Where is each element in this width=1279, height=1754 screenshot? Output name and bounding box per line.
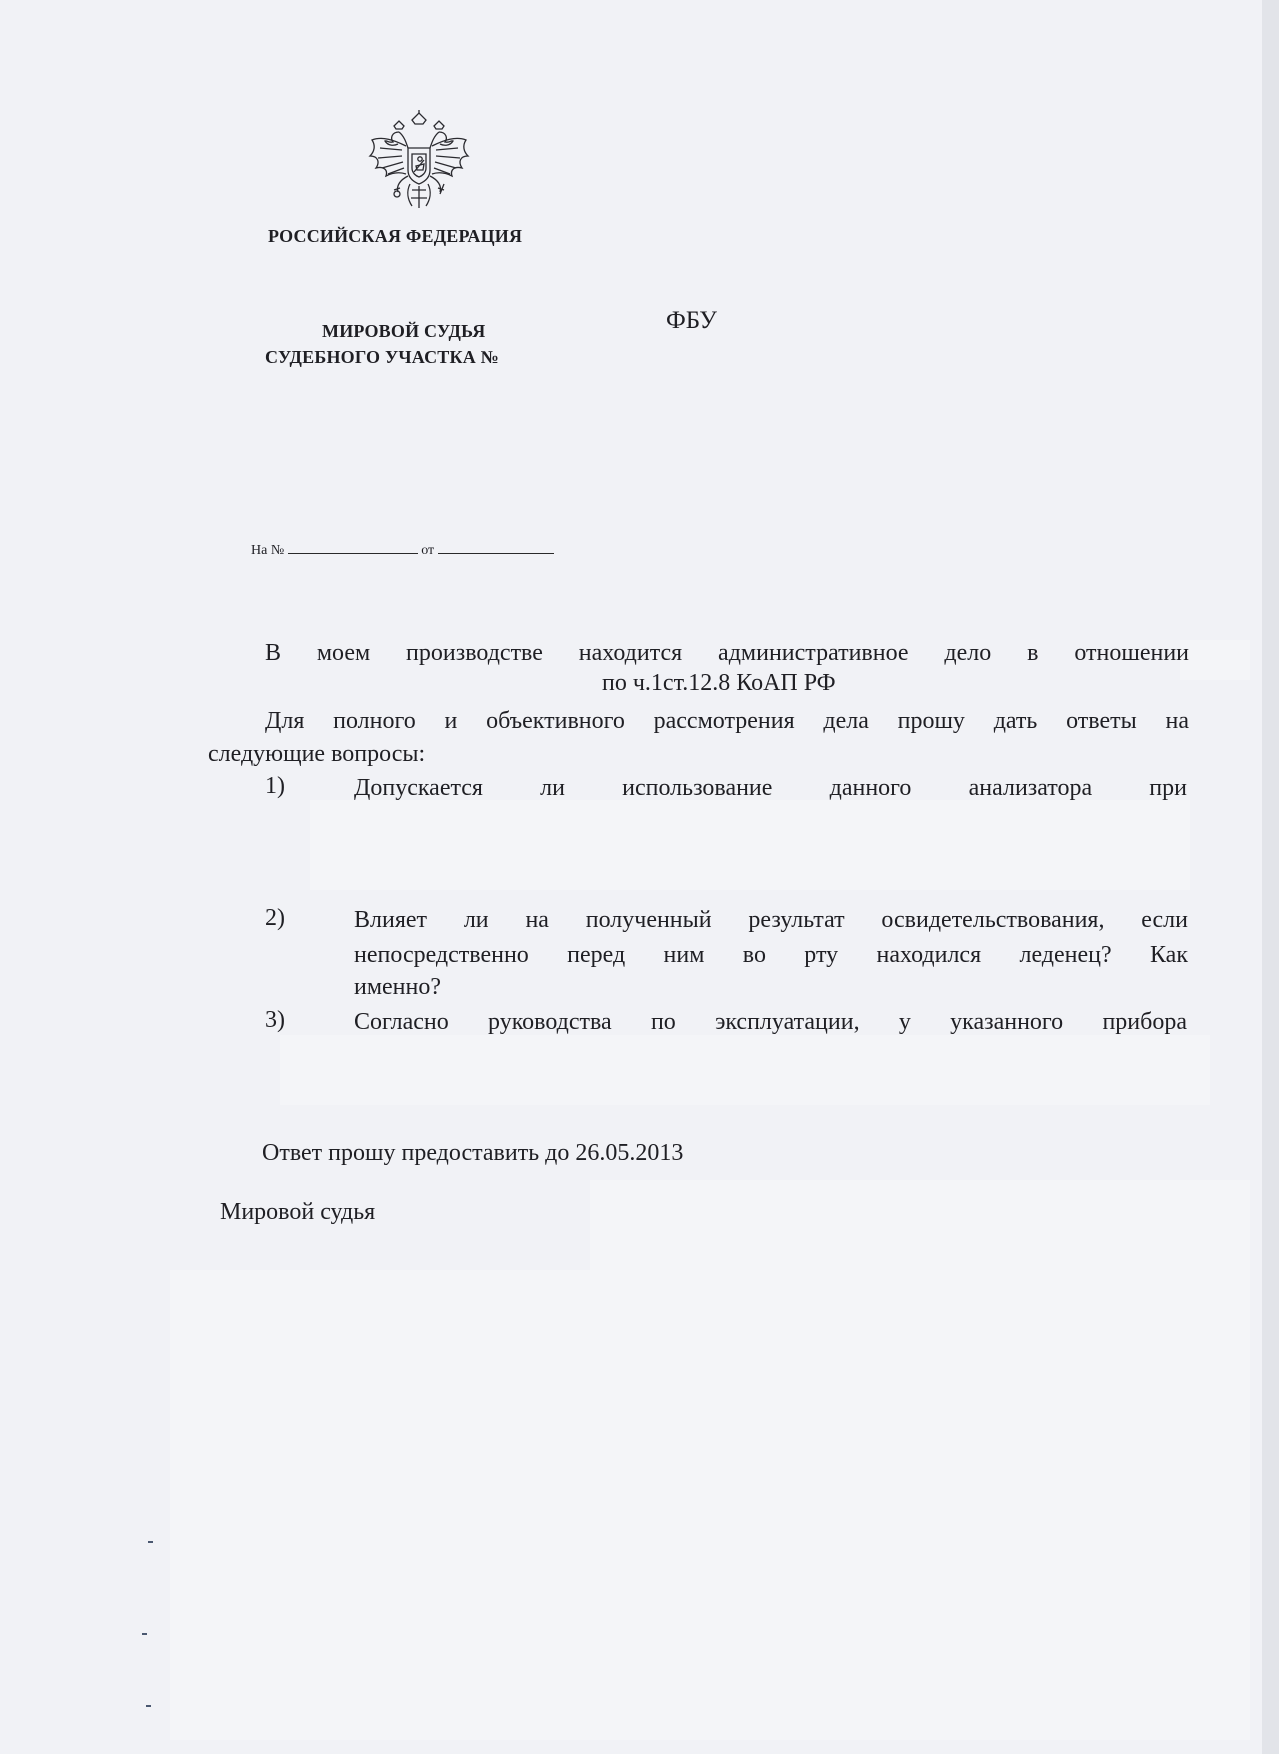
paragraph-request-line2: следующие вопросы: [208,741,426,767]
scan-mark [146,1705,151,1707]
question-1-line1: Допускается ли использование данного анализатора при [354,775,1187,801]
question-2-line2: непосредственно перед ним во рту находился леденец? Как [354,942,1188,968]
scan-patch [280,1035,1210,1105]
reference-number-label: На № [251,543,285,558]
question-text [354,774,1187,802]
paragraph-request-line1: Для полного и объективного рассмотрения дела прошу дать ответы на [265,708,1189,734]
recipient: ФБУ [666,307,717,334]
scan-right-edge [1262,0,1279,1754]
country-header: РОССИЙСКАЯ ФЕДЕРАЦИЯ [268,226,523,246]
paragraph-intro [265,639,1189,667]
paragraph-intro-line1: В моем производстве находится административное дело в отношении [265,640,1189,666]
question-number: 1) [265,773,285,799]
question-3-line1: Согласно руководства по эксплуатации, у указанного прибора [354,1009,1187,1035]
signature-title: Мировой судья [220,1199,376,1225]
scan-mark [148,1541,153,1543]
reference-date-blank [438,541,554,554]
deadline-request: Ответ прошу предоставить до 26.05.2013 [262,1140,684,1166]
reference-line [251,541,554,559]
question-2-line3: именно? [354,974,442,1000]
question-text [354,941,1188,969]
paragraph-intro-line2: по ч.1ст.12.8 КоАП РФ [602,670,836,696]
judge-title: МИРОВОЙ СУДЬЯ [322,321,486,341]
question-text [354,906,1188,934]
paragraph-request [265,707,1189,735]
question-2-line1: Влияет ли на полученный результат освидетельствования, если [354,907,1188,933]
reference-date-label: от [421,543,435,558]
question-number: 2) [265,905,285,931]
question-number: 3) [265,1007,285,1033]
reference-number-blank [288,541,418,554]
question-text [354,1008,1187,1036]
coat-of-arms-icon [366,110,472,212]
scan-mark [142,1633,147,1635]
court-district: СУДЕБНОГО УЧАСТКА № [265,347,499,367]
scan-patch [310,800,1190,890]
scan-patch [170,1270,1250,1740]
scan-patch [1180,640,1250,680]
